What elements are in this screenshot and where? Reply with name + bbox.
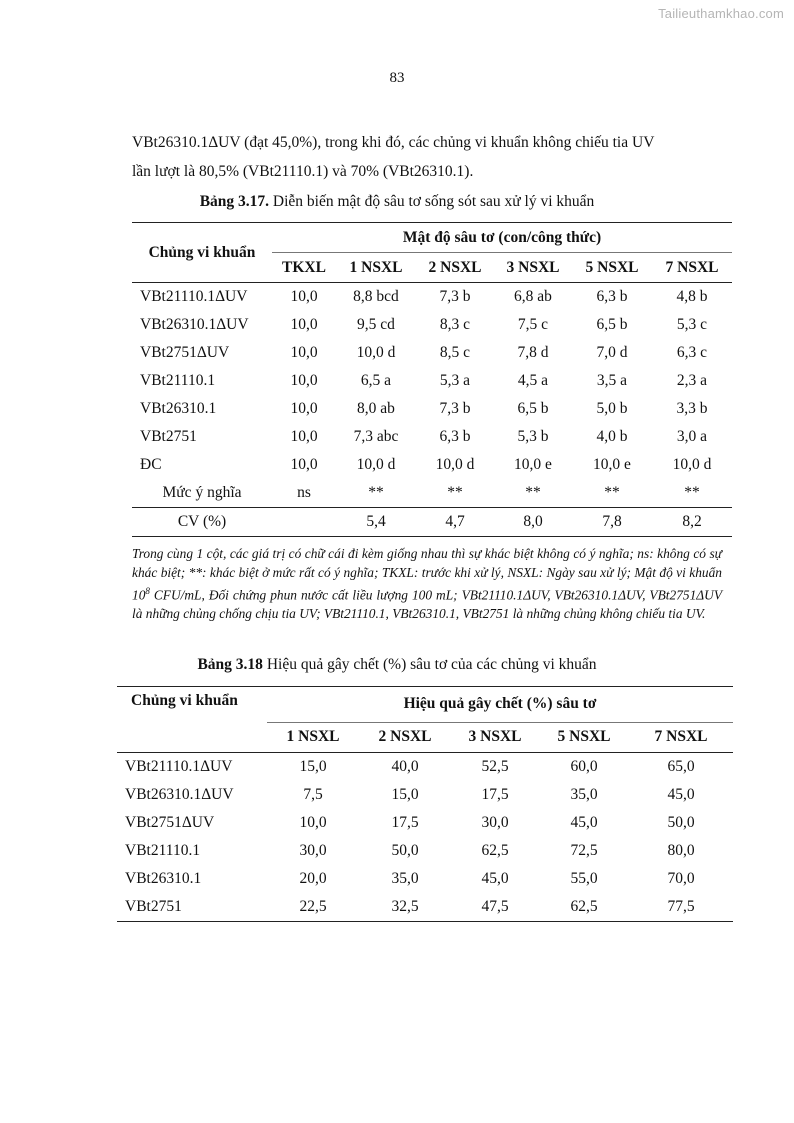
table-3-17-significance-row-cell: ** — [494, 479, 572, 508]
page-number: 83 — [389, 70, 405, 86]
table-3-18-cell: 62,5 — [539, 893, 629, 922]
table-3-17-strain-name: VBt2751ΔUV — [140, 343, 230, 361]
table-3-17-caption — [0, 193, 794, 211]
table-3-17-cell: 10,0 e — [593, 455, 631, 473]
table-3-17-row — [132, 423, 732, 451]
table-3-18-cell: 30,0 — [481, 813, 509, 831]
table-3-17-cell: 10,0 d — [356, 343, 396, 361]
table-3-18-cell: 45,0 — [667, 785, 695, 803]
table-3-18-row — [117, 837, 733, 865]
table-3-17-cell: 10,0 — [290, 287, 318, 305]
table-3-17-cell: 4,0 b — [596, 427, 628, 445]
table-3-18-cell: 62,5 — [481, 841, 509, 859]
table-3-17-cell: 10,0 — [290, 427, 318, 445]
table-3-18-cell: 52,5 — [481, 757, 509, 775]
table-3-17-col-header: 3 NSXL — [494, 253, 572, 283]
table-3-18-row — [117, 752, 733, 781]
table-3-17-caption-label: Bảng 3.17. — [199, 193, 270, 210]
table-3-17-row — [132, 311, 732, 339]
table-3-18-strain-name: VBt26310.1ΔUV — [125, 785, 234, 803]
table-3-17-cell: 8,8 bcd — [353, 287, 399, 305]
table-3-17-cv-row-cell: 5,4 — [336, 508, 416, 537]
table-3-17-cell: 7,5 c — [517, 315, 549, 333]
table-3-17-cv-row-cell: 7,8 — [572, 508, 652, 537]
table-3-17-note — [132, 545, 722, 623]
table-3-18-cell: 72,5 — [570, 841, 598, 859]
table-3-17-row — [132, 451, 732, 479]
table-3-18-cell: 80,0 — [667, 841, 695, 859]
table-3-17-cell: 6,5 b — [596, 315, 628, 333]
table-3-18 — [117, 686, 733, 922]
table-3-18-strain-header: Chủng vi khuẩn — [117, 687, 267, 723]
table-3-18-strain-name: VBt2751 — [117, 893, 267, 922]
table-3-17-col-header: 5 NSXL — [572, 253, 652, 283]
table-3-17-strain-header: Chủng vi khuẩn — [132, 223, 272, 283]
table-3-18-col-header: 7 NSXL — [629, 722, 733, 752]
table-3-17-cell: 10,0 d — [435, 455, 475, 473]
table-3-18-strain-name: VBt21110.1 — [125, 841, 201, 859]
table-3-18-group-header: Hiệu quả gây chết (%) sâu tơ — [267, 687, 733, 723]
table-3-17-cell: 10,0 — [290, 315, 318, 333]
note-part-2: CFU/mL, Đối chứng phun nước cất liều lượng 100 mL; VBt21110.1ΔUV, VBt26310.1ΔUV, VBt2751ΔUV là những chủng chống chịu tia UV; VBt21110.1, VBt26310.1, VBt2751 là những chủng không chiếu tia UV. — [132, 587, 722, 621]
table-3-17-cv-row-cell — [272, 508, 336, 537]
table-3-17-significance-row-cell: ** — [336, 479, 416, 508]
table-3-18-strain-name: VBt2751ΔUV — [125, 813, 215, 831]
table-3-18-cell: 45,0 — [570, 813, 598, 831]
table-3-17-row — [132, 339, 732, 367]
table-3-17-cv-row-label: CV (%) — [132, 508, 272, 537]
table-3-17-cv-row-cell: 8,0 — [494, 508, 572, 537]
table-3-17-strain-name: VBt26310.1ΔUV — [140, 315, 249, 333]
table-3-17-cell: 10,0 — [290, 455, 318, 473]
table-3-18-cell: 32,5 — [359, 893, 451, 922]
table-3-18-cell: 30,0 — [299, 841, 327, 859]
table-3-18-blank-header — [117, 722, 267, 752]
table-3-18-cell: 20,0 — [299, 869, 327, 887]
table-3-17-significance-row — [132, 479, 732, 508]
table-3-17-cell: 5,0 b — [596, 399, 628, 417]
table-3-18-row — [117, 781, 733, 809]
table-3-17-significance-row-cell: ns — [272, 479, 336, 508]
table-3-18-cell: 15,0 — [391, 785, 419, 803]
table-3-18-cell: 7,5 — [303, 785, 323, 803]
table-3-17-cell: 10,0 e — [514, 455, 552, 473]
table-3-17-cell: 5,3 c — [676, 315, 708, 333]
table-3-18-strain-name: VBt21110.1ΔUV — [125, 757, 233, 775]
table-3-17-row — [132, 395, 732, 423]
table-3-18-caption-label: Bảng 3.18 — [197, 656, 263, 673]
table-3-17-cell: 2,3 a — [676, 371, 708, 389]
table-3-17-cell: 7,0 d — [596, 343, 628, 361]
table-3-18-cell: 40,0 — [391, 757, 419, 775]
table-3-17-cell: 6,3 c — [676, 343, 708, 361]
table-3-17-cell: 8,0 ab — [357, 399, 395, 417]
table-3-17-cv-row-cell: 4,7 — [416, 508, 494, 537]
table-3-18-col-header: 1 NSXL — [267, 722, 359, 752]
table-3-17-col-header: 1 NSXL — [336, 253, 416, 283]
table-3-17-cell: 10,0 — [290, 399, 318, 417]
table-3-17-strain-name: VBt21110.1 — [140, 371, 216, 389]
table-3-18-caption — [0, 656, 794, 674]
table-3-18-cell: 70,0 — [667, 869, 695, 887]
table-3-17-cell: 10,0 d — [356, 455, 396, 473]
table-3-17-strain-name: ĐC — [140, 455, 162, 473]
table-3-17-cell: 6,3 b — [439, 427, 471, 445]
table-3-18-row — [117, 809, 733, 837]
table-3-17-strain-name: VBt21110.1ΔUV — [140, 287, 248, 305]
table-3-17-significance-row-cell: ** — [652, 479, 732, 508]
table-3-18-col-header: 3 NSXL — [451, 722, 539, 752]
table-3-17-col-header: TKXL — [272, 253, 336, 283]
table-3-17-cell: 6,5 a — [360, 371, 392, 389]
table-3-18-cell: 50,0 — [667, 813, 695, 831]
table-3-18-row — [117, 893, 733, 922]
table-3-17-cell: 9,5 cd — [357, 315, 395, 333]
table-3-17-significance-row-label: Mức ý nghĩa — [132, 479, 272, 508]
table-3-18-strain-name: VBt26310.1 — [125, 869, 202, 887]
table-3-17-strain-name: VBt26310.1 — [140, 399, 217, 417]
table-3-17-cell: 7,3 abc — [353, 427, 399, 445]
table-3-17-cell: 7,3 b — [439, 399, 471, 417]
table-3-18-caption-text: Hiệu quả gây chết (%) sâu tơ của các chủng vi khuẩn — [262, 656, 597, 673]
table-3-17-caption-text: Diễn biến mật độ sâu tơ sống sót sau xử lý vi khuẩn — [269, 193, 595, 210]
table-3-17-cell: 3,3 b — [676, 399, 708, 417]
table-3-18-cell: 77,5 — [629, 893, 733, 922]
table-3-17-cell: 4,5 a — [517, 371, 549, 389]
table-3-17-cell: 6,5 b — [517, 399, 549, 417]
table-3-18-cell: 10,0 — [299, 813, 327, 831]
table-3-18-cell: 17,5 — [481, 785, 509, 803]
note-superscript: 8 — [145, 586, 150, 596]
paragraph-line-1: VBt26310.1ΔUV (đạt 45,0%), trong khi đó, các chủng vi khuẩn không chiếu tia UV — [132, 134, 655, 151]
table-3-17-cell: 10,0 — [290, 343, 318, 361]
note-part-1: Trong cùng 1 cột, các giá trị có chữ cái đi kèm giống nhau thì sự khác biệt không có ý nghĩa; ns: không có sự khác biệt; **: khác biệt ở mức rất có ý nghĩa; TKXL: trước khi xử lý, NSXL: Ngày sau xử lý; Mật độ vi khuẩn 10 — [132, 546, 722, 603]
table-3-17-cell: 7,8 d — [517, 343, 549, 361]
watermark: Tailieuthamkhao.com — [658, 6, 784, 21]
table-3-17-cell: 6,3 b — [596, 287, 628, 305]
table-3-17-col-header: 2 NSXL — [416, 253, 494, 283]
table-3-18-cell: 60,0 — [570, 757, 598, 775]
table-3-18-cell: 47,5 — [451, 893, 539, 922]
table-3-17-row — [132, 367, 732, 395]
table-3-17-cv-row — [132, 508, 732, 537]
table-3-18-row — [117, 865, 733, 893]
table-3-17-cell: 7,3 b — [439, 287, 471, 305]
table-3-18-cell: 35,0 — [391, 869, 419, 887]
table-3-17-cell: 4,8 b — [676, 287, 708, 305]
table-3-17-cell: 8,5 c — [439, 343, 471, 361]
table-3-17-significance-row-cell: ** — [572, 479, 652, 508]
table-3-18-col-header: 5 NSXL — [539, 722, 629, 752]
table-3-17-cell: 10,0 d — [672, 455, 712, 473]
table-3-17-cell: 6,8 ab — [514, 287, 552, 305]
table-3-17-cell: 5,3 a — [439, 371, 471, 389]
table-3-18-cell: 45,0 — [481, 869, 509, 887]
table-3-18-col-header: 2 NSXL — [359, 722, 451, 752]
table-3-18-cell: 22,5 — [267, 893, 359, 922]
table-3-18-cell: 35,0 — [570, 785, 598, 803]
table-3-17-cell: 8,3 c — [439, 315, 471, 333]
table-3-17-cell: 5,3 b — [517, 427, 549, 445]
table-3-18-cell: 50,0 — [391, 841, 419, 859]
table-3-17-cell: 3,0 a — [676, 427, 708, 445]
table-3-17-cell: 10,0 — [290, 371, 318, 389]
table-3-17-cv-row-cell: 8,2 — [652, 508, 732, 537]
table-3-17-col-header: 7 NSXL — [652, 253, 732, 283]
table-3-17-significance-row-cell: ** — [416, 479, 494, 508]
table-3-18-cell: 15,0 — [299, 757, 327, 775]
table-3-17-group-header: Mật độ sâu tơ (con/công thức) — [272, 223, 732, 253]
table-3-17 — [132, 222, 732, 537]
table-3-17-cell: 3,5 a — [596, 371, 628, 389]
table-3-17-strain-name: VBt2751 — [140, 427, 197, 445]
table-3-17-row — [132, 283, 732, 311]
paragraph-line-2: lần lượt là 80,5% (VBt21110.1) và 70% (VBt26310.1). — [132, 163, 474, 180]
table-3-18-cell: 65,0 — [667, 757, 695, 775]
table-3-18-cell: 17,5 — [391, 813, 419, 831]
body-paragraph — [132, 128, 732, 186]
table-3-18-cell: 55,0 — [570, 869, 598, 887]
